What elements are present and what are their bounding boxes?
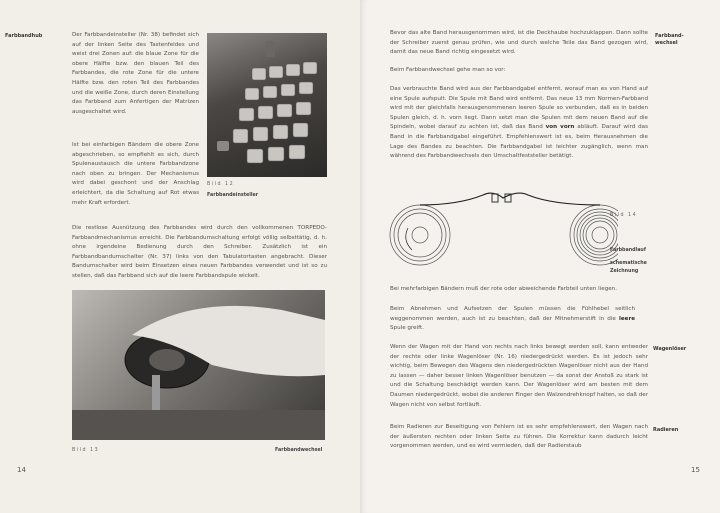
margin-label-farbbandwechsel: Farbband-wechsel (655, 33, 684, 46)
para3-text-a: Das verbrauchte Band wird aus der Farbbandgabel entfernt, worauf man es von Hand auf eine Spule aufspult. Die Spule mit Band wird entfernt. Das neue 13 mm Normen-Farbband wird mit der gleichfalls herausgenommenen leeren Spule so verbunden, daß es in beiden Spulen gleich, d. h. vorn liegt. Dann setzt man die Spulen mit dem neuen Band auf die Spindeln, wobei darauf zu achten ist, daß das Band (390, 86, 648, 131)
paragraph-1: Bevor das alte Band herausgenommen wird, ist die Deckhaube hochzuklappen. Dann sollte der Schreiber zuerst genau prüfen, wie und durch welche Teile das Band gezogen wird, damit das neue Band richtig eingesetzt wird. (390, 30, 648, 56)
fig13-number: Bild 13 (72, 448, 100, 453)
hand-spool-image (72, 290, 325, 440)
fig14-number: Bild 14 (610, 213, 638, 218)
photo-farbbandwechsel (72, 290, 325, 440)
paragraph-5 (390, 305, 635, 334)
fig13-caption: Farbbandwechsel (275, 448, 323, 453)
paragraph-2: Beim Farbbandwechsel gehe man so vor: (390, 67, 506, 73)
paragraph-4: Bei mehrfarbigen Bändern muß der rote oder abweichende Farbteil unten liegen. (390, 286, 618, 292)
paragraph-6: Wenn der Wagen mit der Hand von rechts nach links bewegt werden soll, kann entweder der rechte oder linke Wagenlöser (Nr. 16) niedergedrückt werden. Es ist jedoch sehr wichtig, beim Bewegen des Wagens den niedergedrückten Wagenlöser nicht aus der Hand zu lassen — daher besser linken Wagenlöser benutzen — da sonst der Anstoß zu stark ist und die Schaltung beschädigt werden kann. Der Wagenlöser wird am besten mit dem Daumen niedergedrückt, wobei die anderen Finger den Walzendrehknopf halten, so daß der Wagen nicht von selbst fortläuft. (390, 344, 648, 408)
margin-label-radieren: Radieren (653, 427, 679, 433)
fig12-caption: Farbbandeinsteller (207, 193, 259, 198)
para5-bold: leere (618, 315, 635, 322)
para5-text-b: Spule greift. (390, 325, 424, 332)
photo-farbbandeinsteller (207, 33, 327, 177)
margin-label-farbbandhub: Farbbandhub (5, 33, 43, 39)
page-number-left: 14 (17, 466, 26, 474)
keyboard-image (207, 33, 327, 177)
para3-text-b: abläuft. Darauf wird das Band in die Farbbandgabel eingeführt. Empfehlenswert ist es, beim Herausnehmen die Lage des Bandes zu beachten. Die Farbbandgabel ist leichter zugänglich, wenn man während des Farbbandwechsels den Umschaltfeststeller betätigt. (390, 124, 649, 160)
paragraph-1: Der Farbbandeinsteller (Nr. 38) befindet sich auf der linken Seite des Tastenfeldes und weist drei Zonen auf: die blaue Zone für die obere Hälfte bzw. den blauen Teil des Farbbandes, die rote Zone für die untere Hälfte bzw. den roten Teil des Farbbandes und die weiße Zone, durch deren Einstellung das Farbband zum Anfertigen der Matrizen ausgeschaltet wird. (72, 32, 199, 115)
page-number-right: 15 (691, 466, 700, 474)
ribbon-path-diagram (388, 190, 618, 280)
fig14-caption: Farbbandlauf (610, 248, 646, 253)
right-page (360, 0, 720, 513)
paragraph-3: Die restlose Ausnützung des Farbbandes wird durch den vollkommenen TORPEDO-Farbbandmechanismus erreicht. Die Farbbandumschaltung erfolgt völlig selbsttätig, d. h. ohne irgendeine Bedienung durch den Schreiber. Zusätzlich ist ein Farbbandbandumschalter (Nr. 37) links von den Tabulatortasten angebracht. Dieser Bandumschalter wird beim Einsetzen eines neuen Farbbandes verwendet und ist so zu stellen, daß das Farbband sich auf die leere Farbbandspule wickelt. (72, 225, 327, 279)
fig12-number: Bild 12 (207, 182, 235, 187)
paragraph-2: Ist bei einfarbigen Bändern die obere Zone abgeschrieben, so empfiehlt es sich, durch Spulenaustausch die untere Farbbandzone nach oben zu bringen. Der Mechanismus wird dabei geschont und der Anschlag erleichtert, da die Schaltung auf Rot etwas mehr Kraft erfordert. (72, 142, 199, 206)
margin-label-wagenloeser: Wagenlöser (653, 346, 687, 352)
paragraph-3 (390, 85, 648, 162)
para5-text-a: Beim Abnehmen und Aufsetzen der Spulen müssen die Fühlhebel seitlich weggenommen werden, auch ist zu beachten, daß der Mitnehmerstift in die (390, 306, 635, 322)
fig14-subcaption: schematische Zeichnung (610, 261, 647, 274)
paragraph-7: Beim Radieren zur Beseitigung von Fehlern ist es sehr empfehlenswert, den Wagen nach der äußersten rechten oder linken Seite zu führen. Die Korrektur kann dadurch leicht vorgenommen werden, und es wird vermieden, daß der Radierstaub (390, 424, 648, 450)
para3-bold: von vorn (545, 124, 575, 131)
